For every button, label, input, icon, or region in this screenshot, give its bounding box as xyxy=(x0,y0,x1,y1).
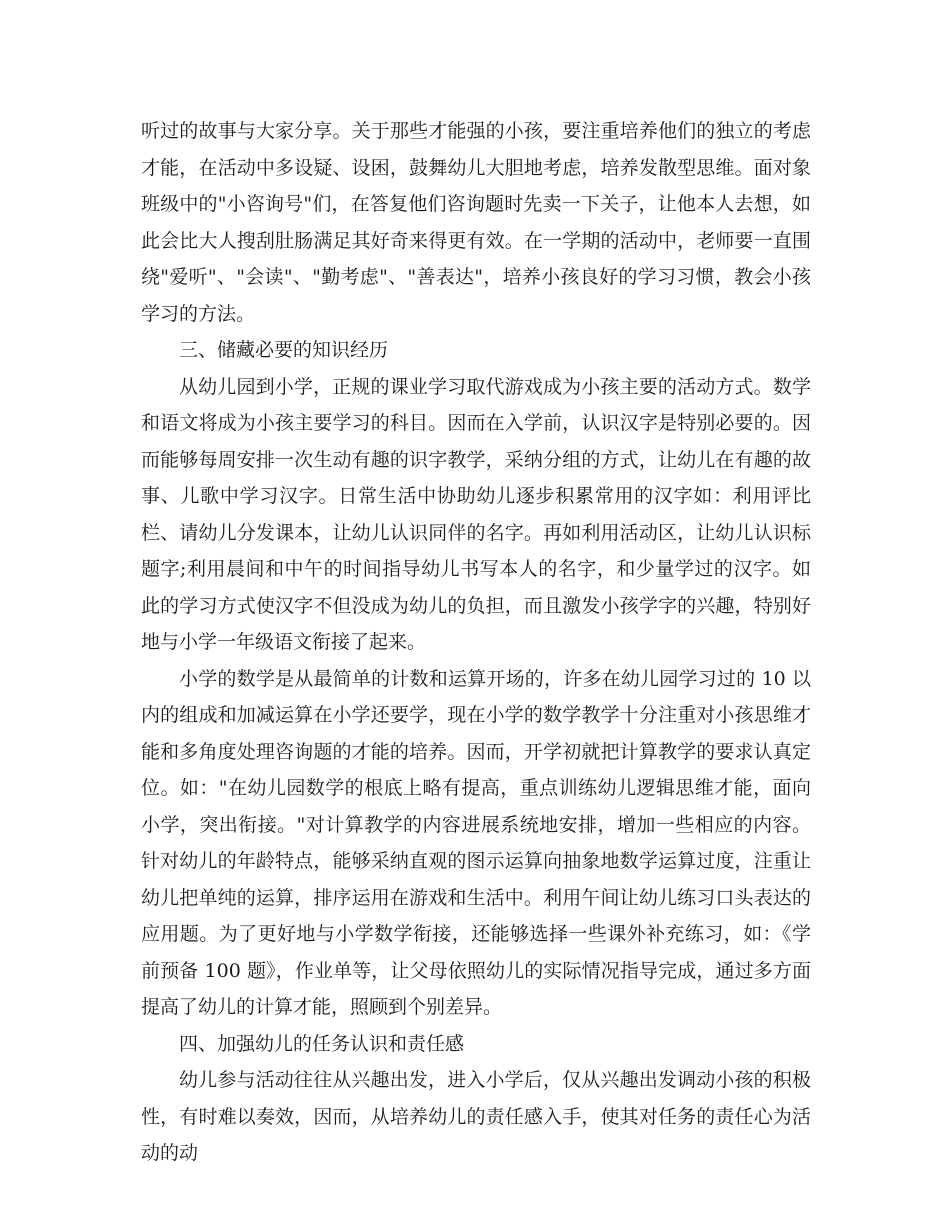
section-heading-responsibility: 四、加强幼儿的任务认识和责任感 xyxy=(179,1032,465,1055)
paragraph-sharing-stories: 听过的故事与大家分享。关于那些才能强的小孩，要注重培养他们的独立的考虑才能，在活动中多设疑、设困，鼓舞幼儿大胆地考虑，培养发散型思维。面对象班级中的"小咨询号"们，在答复他们咨询题时先卖一下关子，让他本人去想，如此会比大人搜刮肚肠满足其好奇来得更有效。在一学期的活动中，老师要一直围绕"爱听"、"会读"、"勤考虑"、"善表达"，培养小孩良好的学习习惯，教会小孩学习的方法。 xyxy=(141,120,811,325)
paragraph-responsibility: 幼儿参与活动往往从兴趣出发，进入小学后，仅从兴趣出发调动小孩的积极性，有时难以奏效，因而，从培养幼儿的责任感入手，使其对任务的责任心为活动的动 xyxy=(141,1069,811,1164)
paragraph-literacy: 从幼儿园到小学，正规的课业学习取代游戏成为小孩主要的活动方式。数学和语文将成为小孩主要学习的科目。因而在入学前，认识汉字是特别必要的。因而能够每周安排一次生动有趣的识字教学，采纳分组的方式，让幼儿在有趣的故事、儿歌中学习汉字。日常生活中协助幼儿逐步积累常用的汉字如：利用评比栏、请幼儿分发课本，让幼儿认识同伴的名字。再如利用活动区，让幼儿认识标题字;利用晨间和中午的时间指导幼儿书写本人的名字，和少量学过的汉字。如此的学习方式使汉字不但没成为幼儿的负担，而且激发小孩学字的兴趣，特别好地与小学一年级语文衔接了起来。 xyxy=(141,375,811,653)
document-body xyxy=(141,113,811,1172)
section-heading-knowledge: 三、储藏必要的知识经历 xyxy=(179,339,389,361)
paragraph-mathematics: 小学的数学是从最简单的计数和运算开场的，许多在幼儿园学习过的 10 以内的组成和加减运算在小学还要学，现在小学的数学教学十分注重对小孩思维才能和多角度处理咨询题的才能的培养。因而，开学初就把计算教学的要求认真定位。如："在幼儿园数学的根底上略有提高，重点训练幼儿逻辑思维才能，面向小学，突出衔接。"对计算教学的内容进展系统地安排，增加一些相应的内容。针对幼儿的年龄特点，能够采纳直观的图示运算向抽象地数学运算过度，注重让幼儿把单纯的运算，排序运用在游戏和生活中。利用午间让幼儿练习口头表达的应用题。为了更好地与小学数学衔接，还能够选择一些课外补充练习，如：《学前预备 100 题》，作业单等，让父母依照幼儿的实际情况指导完成，通过多方面提高了幼儿的计算才能，照顾到个别差异。 xyxy=(141,667,811,1018)
